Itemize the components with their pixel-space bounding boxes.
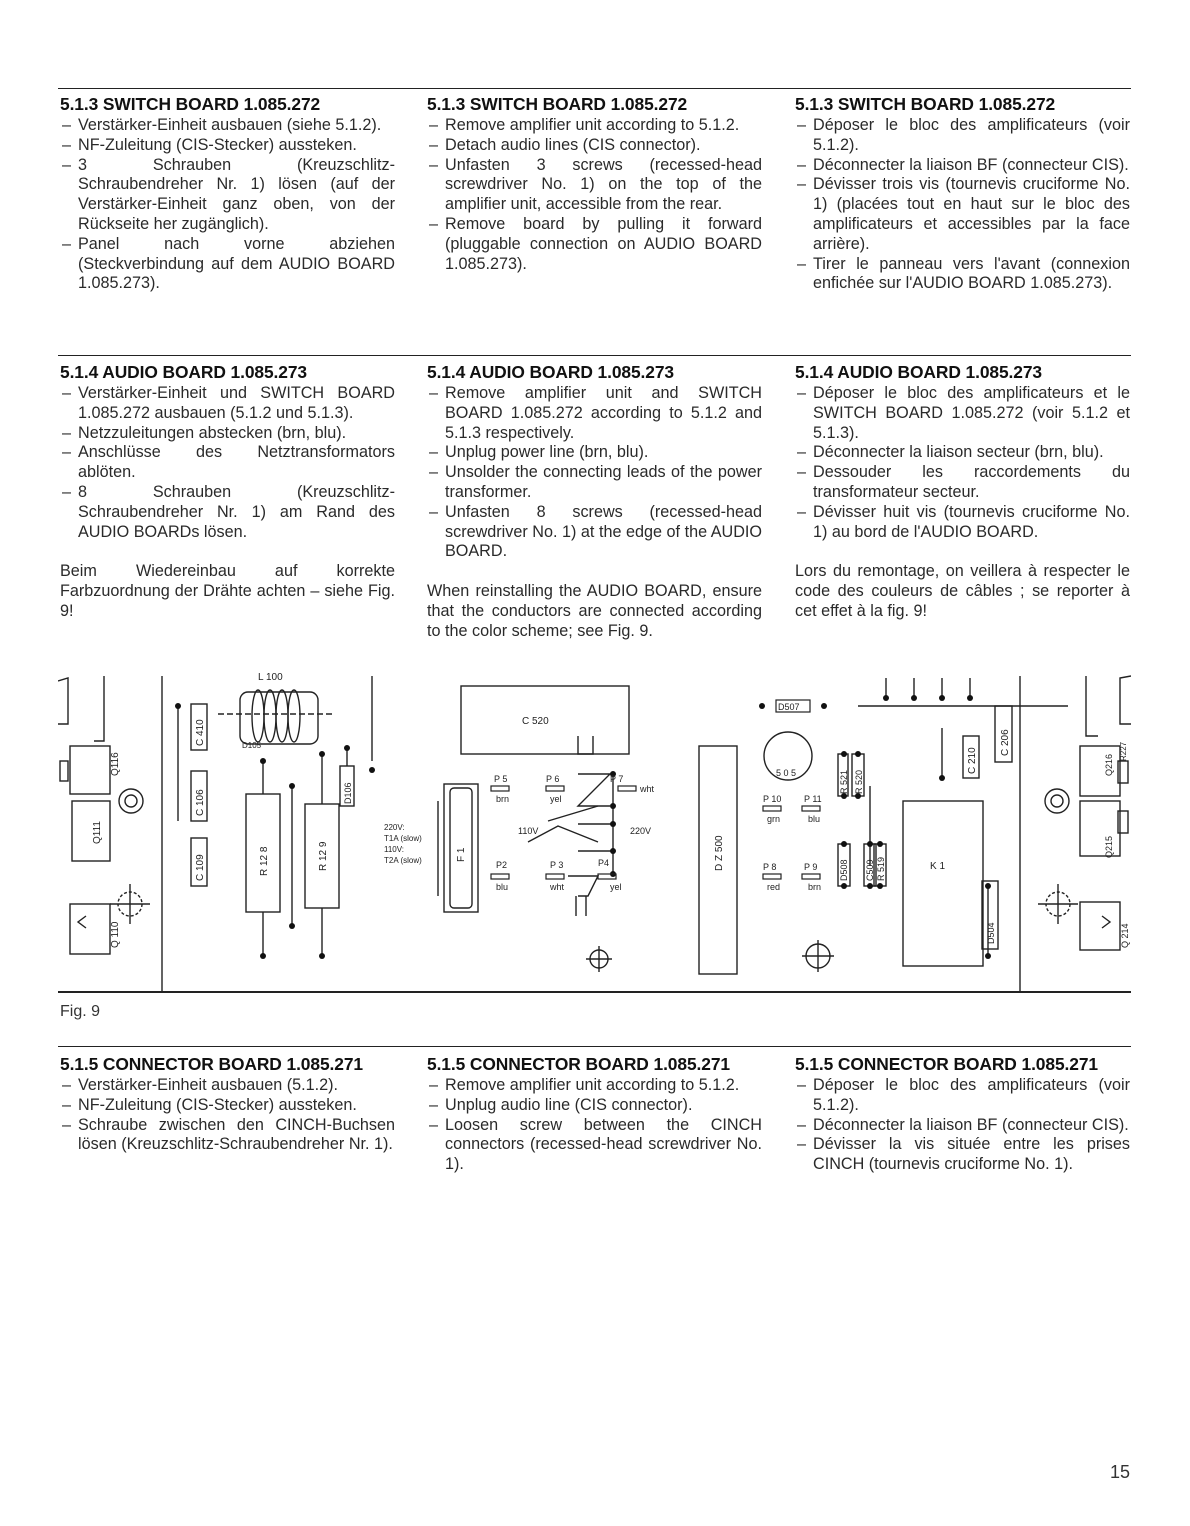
list-item: – Dévisser trois vis (tournevis cruciforme No. 1) (placées tout en haut sur le bloc des amplificateurs et accessibles par la face arrière). <box>795 175 1130 254</box>
label-fuse-110v: 110V: <box>384 845 405 854</box>
list-item: – Detach audio lines (CIS connector). <box>427 136 762 156</box>
label-p10: P 10 <box>763 794 782 804</box>
label-r519: R 519 <box>876 856 886 881</box>
section-513-de <box>60 94 395 294</box>
page-number: 15 <box>1110 1462 1131 1482</box>
section-title: 5.1.5 CONNECTOR BOARD 1.085.271 <box>427 1054 730 1074</box>
section-514-fr <box>795 362 1130 622</box>
label-c210: C 210 <box>967 747 978 774</box>
section-title: 5.1.3 SWITCH BOARD 1.085.272 <box>795 94 1056 114</box>
list-item: – Déconnecter la liaison secteur (brn, blu). <box>795 443 1130 463</box>
label-c109: C 109 <box>195 854 206 881</box>
section-515-fr <box>795 1054 1130 1175</box>
fig9-board-diagram <box>58 666 1131 996</box>
section-514-de <box>60 362 395 622</box>
list-item: – Schraube zwischen den CINCH-Buchsen lösen (Kreuzschlitz-Schraubendreher Nr. 1). <box>60 1116 395 1156</box>
list-item: – Dévisser huit vis (tournevis cruciforme No. 1) au bord de l'AUDIO BOARD. <box>795 503 1130 543</box>
list-item: – Unsolder the connecting leads of the power transformer. <box>427 463 762 503</box>
list-item: – 3 Schrauben (Kreuzschlitz-Schraubendreher Nr. 1) lösen (auf der Verstärker-Einheit ganz oben, von der Rückseite her zugänglich). <box>60 156 395 235</box>
list-item: – Anschlüsse des Netztransformators ablöten. <box>60 443 395 483</box>
figure-caption: Fig. 9 <box>60 1003 101 1020</box>
section-title: 5.1.5 CONNECTOR BOARD 1.085.271 <box>60 1054 363 1074</box>
label-p5: P 5 <box>494 774 508 784</box>
list-item: – Remove amplifier unit according to 5.1.2. <box>427 1076 762 1096</box>
label-p4-color: yel <box>610 882 622 892</box>
label-fuse-220v: 220V: <box>384 823 405 832</box>
section-title: 5.1.4 AUDIO BOARD 1.085.273 <box>795 362 1042 382</box>
label-p7-color: wht <box>640 784 655 794</box>
instruction-list <box>427 116 762 274</box>
list-item: – Remove amplifier unit and SWITCH BOARD 1.085.272 according to 5.1.2 and 5.1.3 respectively. <box>427 384 762 443</box>
label-p7: P 7 <box>610 774 624 784</box>
section-513-en <box>427 94 762 274</box>
label-r227: R227 <box>1119 741 1128 761</box>
instruction-list <box>795 384 1130 542</box>
reinstall-note: Lors du remontage, on veillera à respecter le code des couleurs de câbles ; se reporter à cet effet à la fig. 9! <box>795 562 1130 620</box>
section-515-en <box>427 1054 762 1175</box>
list-item: – Unfasten 3 screws (recessed-head screwdriver No. 1) on the top of the amplifier unit, accessible from the rear. <box>427 156 762 215</box>
section-513-fr <box>795 94 1130 294</box>
label-c520: C 520 <box>522 716 549 727</box>
rule-514 <box>58 355 1131 356</box>
label-r128: R 12 8 <box>259 846 270 876</box>
list-item: – 8 Schrauben (Kreuzschlitz-Schraubendreher Nr. 1) am Rand des AUDIO BOARDs lösen. <box>60 483 395 542</box>
list-item: – Verstärker-Einheit ausbauen (5.1.2). <box>60 1076 395 1096</box>
list-item: – Remove amplifier unit according to 5.1.2. <box>427 116 762 136</box>
instruction-list <box>795 116 1130 294</box>
label-p11-color: blu <box>808 814 821 824</box>
instruction-list <box>60 1076 395 1155</box>
section-title: 5.1.3 SWITCH BOARD 1.085.272 <box>60 94 321 114</box>
list-item: – Unplug audio line (CIS connector). <box>427 1096 762 1116</box>
section-514-en <box>427 362 762 642</box>
instruction-list <box>427 1076 762 1175</box>
list-item: – Déposer le bloc des amplificateurs (voir 5.1.2). <box>795 1076 1130 1116</box>
rule-515 <box>58 1046 1131 1047</box>
label-p3: P 3 <box>550 860 564 870</box>
reinstall-note: When reinstalling the AUDIO BOARD, ensure that the conductors are connected according to the color scheme; see Fig. 9. <box>427 582 762 640</box>
list-item: – Verstärker-Einheit und SWITCH BOARD 1.085.272 ausbauen (5.1.2 und 5.1.3). <box>60 384 395 424</box>
label-p8-color: red <box>767 882 781 892</box>
label-q116: Q116 <box>110 752 121 776</box>
section-title: 5.1.5 CONNECTOR BOARD 1.085.271 <box>795 1054 1098 1074</box>
label-q216: Q216 <box>1104 753 1114 776</box>
label-q111: Q111 <box>92 821 103 844</box>
label-c505: 5 0 5 <box>776 768 797 778</box>
list-item: – Loosen screw between the CINCH connectors (recessed-head screwdriver No. 1). <box>427 1116 762 1175</box>
section-title: 5.1.4 AUDIO BOARD 1.085.273 <box>427 362 674 382</box>
label-d504: D504 <box>986 922 996 944</box>
section-title: 5.1.3 SWITCH BOARD 1.085.272 <box>427 94 688 114</box>
instruction-list <box>795 1076 1130 1175</box>
label-d508: D508 <box>839 859 849 881</box>
list-item: – Déconnecter la liaison BF (connecteur CIS). <box>795 156 1130 176</box>
list-item: – Unfasten 8 screws (recessed-head screwdriver No. 1) at the edge of the AUDIO BOARD. <box>427 503 762 562</box>
label-q214: Q 214 <box>1120 923 1130 948</box>
reinstall-note: Beim Wiedereinbau auf korrekte Farbzuordnung der Drähte achten – siehe Fig. 9! <box>60 562 395 620</box>
label-c509: C509 <box>865 859 875 881</box>
list-item: – NF-Zuleitung (CIS-Stecker) aussteken. <box>60 1096 395 1116</box>
label-c410: C 410 <box>195 719 206 746</box>
label-r129: R 12 9 <box>318 841 329 871</box>
label-p6: P 6 <box>546 774 560 784</box>
label-l100: L 100 <box>258 672 283 683</box>
label-d106: D106 <box>343 782 353 804</box>
label-q110: Q 110 <box>110 921 121 948</box>
label-f1: F 1 <box>456 847 467 862</box>
list-item: – Netzzuleitungen abstecken (brn, blu). <box>60 424 395 444</box>
label-p6-color: yel <box>550 794 562 804</box>
top-rule <box>58 88 1131 89</box>
list-item: – Unplug power line (brn, blu). <box>427 443 762 463</box>
list-item: – Déconnecter la liaison BF (connecteur CIS). <box>795 1116 1130 1136</box>
list-item: – Panel nach vorne abziehen (Steckverbindung auf dem AUDIO BOARD 1.085.273). <box>60 235 395 294</box>
label-fuse-t1a: T1A (slow) <box>384 834 422 843</box>
instruction-list <box>427 384 762 562</box>
label-c106: C 106 <box>195 789 206 816</box>
label-220v: 220V <box>630 826 652 836</box>
label-k1: K 1 <box>930 861 946 872</box>
label-q215: Q215 <box>1104 835 1114 858</box>
label-d105: D105 <box>242 741 262 750</box>
list-item: – Déposer le bloc des amplificateurs et le SWITCH BOARD 1.085.272 (voir 5.1.2 et 5.1.3). <box>795 384 1130 443</box>
label-p8: P 8 <box>763 862 777 872</box>
label-r521: R 521 <box>839 769 849 794</box>
list-item: – Verstärker-Einheit ausbauen (siehe 5.1.2). <box>60 116 395 136</box>
instruction-list <box>60 116 395 294</box>
list-item: – Déposer le bloc des amplificateurs (voir 5.1.2). <box>795 116 1130 156</box>
label-p3-color: wht <box>550 882 565 892</box>
list-item: – Tirer le panneau vers l'avant (connexion enfichée sur l'AUDIO BOARD 1.085.273). <box>795 255 1130 295</box>
list-item: – Dévisser la vis située entre les prises CINCH (tournevis cruciforme No. 1). <box>795 1135 1130 1175</box>
label-p5-color: brn <box>496 794 510 804</box>
label-c206: C 206 <box>1000 729 1011 756</box>
label-dz500: D Z 500 <box>714 835 725 871</box>
section-title: 5.1.4 AUDIO BOARD 1.085.273 <box>60 362 307 382</box>
label-d507: D507 <box>778 702 800 712</box>
label-p10-color: grn <box>767 814 781 824</box>
label-p2: P2 <box>496 860 508 870</box>
list-item: – Remove board by pulling it forward (pluggable connection on AUDIO BOARD 1.085.273). <box>427 215 762 274</box>
section-515-de <box>60 1054 395 1155</box>
label-p9-color: brn <box>808 882 822 892</box>
label-fuse-t2a: T2A (slow) <box>384 856 422 865</box>
label-p9: P 9 <box>804 862 818 872</box>
label-r520: R 520 <box>854 769 864 794</box>
label-110v: 110V <box>518 826 539 836</box>
list-item: – Dessouder les raccordements du transformateur secteur. <box>795 463 1130 503</box>
label-p2-color: blu <box>496 882 509 892</box>
label-p11: P 11 <box>804 794 822 804</box>
instruction-list <box>60 384 395 542</box>
label-p4: P4 <box>598 858 610 868</box>
list-item: – NF-Zuleitung (CIS-Stecker) aussteken. <box>60 136 395 156</box>
